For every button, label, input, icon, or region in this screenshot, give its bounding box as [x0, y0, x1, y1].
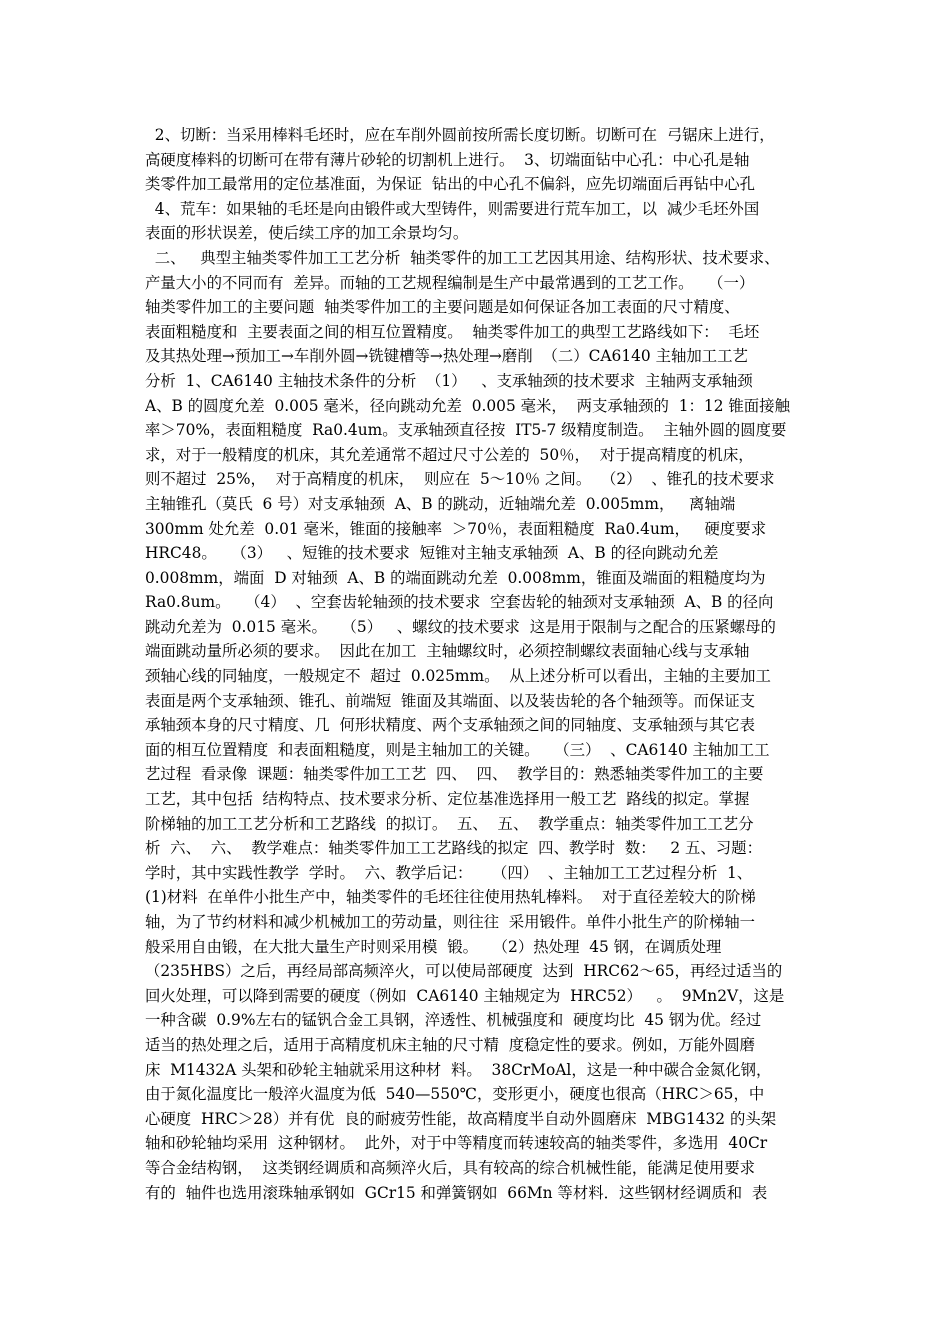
text-line: 般采用自由锻，在大批大量生产时则采用模 锻。 （2）热处理 45 钢，在调质处理 — [145, 937, 722, 956]
text-line: 析 六、 六、 教学难点：轴类零件加工工艺路线的拟定 四、教学时 数： 2 五、习题： — [145, 839, 762, 858]
document-body — [145, 123, 815, 1205]
text-line: 0.008mm，端面 D 对轴颈 A、B 的端面跳动允差 0.008mm，锥面及端面的粗糙度均为 — [145, 568, 766, 587]
text-line: 轴，为了节约材料和减少机械加工的劳动量，则往往 采用锻件。单件小批生产的阶梯轴一 — [145, 913, 756, 931]
text-line: 学时，其中实践性教学 学时。 六、教学后记： （四） 、主轴加工工艺过程分析 1、 — [145, 863, 753, 882]
text-line: 适当的热处理之后，适用于高精度机床主轴的尺寸精 度稳定性的要求。例如，万能外圆磨 — [145, 1035, 756, 1054]
text-line: 轴和砂轮轴均采用 这种钢材。 此外，对于中等精度而转速较高的轴类零件，多选用 40Cr — [145, 1134, 768, 1153]
text-line: 颈轴心线的同轴度，一般规定不 超过 0.025mm。 从上述分析可以看出，主轴的主要加工 — [145, 667, 771, 686]
text-line: 轴类零件加工的主要问题 轴类零件加工的主要问题是如何保证各加工表面的尺寸精度、 — [145, 298, 740, 317]
text-line: 率＞70%，表面粗糙度 Ra0.4um。支承轴颈直径按 IT5-7 级精度制造。 主轴外圆的圆度要 — [145, 421, 787, 440]
text-line: 4、荒车：如果轴的毛坯是向由锻件或大型铸件，则需要进行荒车加工，以 减少毛坯外国 — [145, 199, 760, 218]
text-line: 艺过程 看录像 课题：轴类零件加工工艺 四、 四、 教学目的：熟悉轴类零件加工的主要 — [145, 765, 764, 784]
text-line: 求，对于一般精度的机床，其允差通常不超过尺寸公差的 50％， 对于提高精度的机床， — [145, 445, 754, 464]
text-line: 类零件加工最常用的定位基准面，为保证 钻出的中心孔不偏斜，应先切端面后再钻中心孔 — [145, 175, 756, 194]
text-line: 2、切断：当采用棒料毛坯时，应在车削外圆前按所需长度切断。切断可在 弓锯床上进行， — [145, 126, 775, 144]
text-line: Ra0.8um。 （4） 、空套齿轮轴颈的技术要求 空套齿轮的轴颈对支承轴颈 A、B 的径向 — [145, 593, 774, 612]
text-line: A、B 的圆度允差 0.005 毫米，径向跳动允差 0.005 毫米， 两支承轴颈的 1：12 锥面接触 — [145, 396, 790, 415]
text-line: 床 M1432A 头架和砂轮主轴就采用这种材 料。 38CrMoAl，这是一种中碳合金氮化钢， — [145, 1060, 772, 1079]
text-line: 回火处理，可以降到需要的硬度（例如 CA6140 主轴规定为 HRC52） 。 9Mn2V，这是 — [145, 986, 785, 1005]
text-line: 表面的形状误差，使后续工序的加工余景均匀。 — [145, 224, 469, 243]
text-line: 表面是两个支承轴颈、锥孔、前端短 锥面及其端面、以及装齿轮的各个轴颈等。而保证支 — [145, 691, 756, 710]
text-line: 承轴颈本身的尺寸精度、几 何形状精度、两个支承轴颈之间的同轴度、支承轴颈与其它表 — [145, 716, 756, 735]
text-line: 工艺，其中包括 结构特点、技术要求分析、定位基准选择用一般工艺 路线的拟定。掌握 — [145, 790, 750, 809]
text-line: 面的相互位置精度 和表面粗糙度，则是主轴加工的关键。 （三） 、CA6140 主轴加工工 — [145, 740, 770, 759]
text-line: 高硬度棒料的切断可在带有薄片砂轮的切割机上进行。 3、切端面钻中心孔：中心孔是轴 — [145, 150, 750, 169]
text-line: 主轴锥孔（莫氏 6 号）对支承轴颈 A、B 的跳动，近轴端允差 0.005mm， 离轴端 — [145, 494, 736, 513]
text-line: 等合金结构钢， 这类钢经调质和高频淬火后，具有较高的综合机械性能，能满足使用要求 — [145, 1158, 756, 1177]
text-line: 二、 典型主轴类零件加工工艺分析 轴类零件的加工工艺因其用途、结构形状、技术要求、 — [145, 248, 780, 267]
text-line: 及其热处理→预加工→车削外圆→铣键槽等→热处理→磨削 （二）CA6140 主轴加工工艺 — [145, 347, 748, 366]
text-line: 一种含碳 0.9%左右的锰钒合金工具钢，淬透性、机械强度和 硬度均比 45 钢为优。经过 — [145, 1011, 762, 1030]
text-line: 表面粗糙度和 主要表面之间的相互位置精度。 轴类零件加工的典型工艺路线如下： 毛坯 — [145, 322, 760, 341]
text-line: 阶梯轴的加工工艺分析和工艺路线 的拟订。 五、 五、 教学重点：轴类零件加工工艺分 — [145, 814, 754, 833]
text-line: HRC48。 （3） 、短锥的技术要求 短锥对主轴支承轴颈 A、B 的径向跳动允差 — [145, 544, 719, 563]
text-line: （235HBS）之后，再经局部高频淬火，可以使局部硬度 达到 HRC62～65，再经过适当的 — [145, 962, 783, 981]
text-line: 300mm 处允差 0.01 毫米，锥面的接触率 ＞70％，表面粗糙度 Ra0.4um， 硬度要求 — [145, 519, 767, 538]
text-line: 分析 1、CA6140 主轴技术条件的分析 （1） 、支承轴颈的技术要求 主轴两支承轴颈 — [145, 371, 753, 390]
text-line: 端面跳动量所必须的要求。 因此在加工 主轴螺纹时，必须控制螺纹表面轴心线与支承轴 — [145, 642, 750, 661]
text-line: 产量大小的不同而有 差异。而轴的工艺规程编制是生产中最常遇到的工艺工作。 （一） — [145, 273, 755, 292]
text-line: 心硬度 HRC＞28）并有优 良的耐疲劳性能，故高精度半自动外圆磨床 MBG1432 的头架 — [145, 1109, 777, 1128]
text-line: 有的 轴件也选用滚珠轴承钢如 GCr15 和弹簧钢如 66Mn 等材料．这些钢材经调质和 表 — [145, 1183, 768, 1202]
text-line: (1)材料 在单件小批生产中，轴类零件的毛坯往往使用热轧棒料。 对于直径差较大的阶梯 — [145, 888, 756, 907]
text-line: 由于氮化温度比一般淬火温度为低 540—550℃，变形更小，硬度也很高（HRC＞65，中 — [145, 1085, 765, 1104]
text-line: 跳动允差为 0.015 毫米。 （5） 、螺纹的技术要求 这是用于限制与之配合的压紧螺母的 — [145, 617, 776, 636]
text-line: 则不超过 25%， 对于高精度的机床， 则应在 5～10％ 之间。 （2） 、锥孔的技术要求 — [145, 470, 775, 489]
